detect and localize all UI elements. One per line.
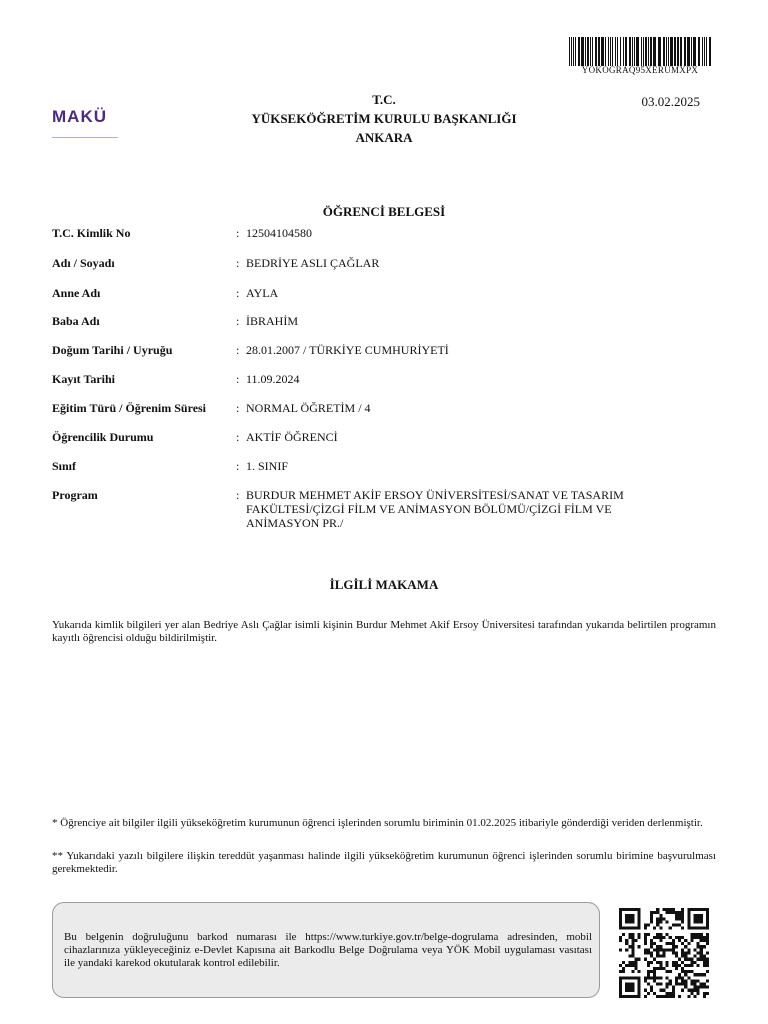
barcode-image [568, 37, 712, 67]
field-value: İBRAHİM [246, 314, 299, 328]
section-title: İLGİLİ MAKAMA [329, 577, 439, 592]
document-title: ÖĞRENCİ BELGESİ [322, 204, 446, 219]
field-value: 12504104580 [246, 226, 312, 240]
body-paragraph: Yukarıda kimlik bilgileri yer alan Bedriye Aslı Çağlar isimli kişinin Burdur Mehmet Akif Ersoy Üniversitesi tarafından yukarıda belirtilen programın kayıtlı öğrencisi olduğu bildirilmiştir. [52, 619, 716, 644]
header-line-tc: T.C. [372, 92, 396, 107]
barcode-number: YOKOGRAQ95XERUMXPX [581, 65, 699, 75]
field-value: 28.01.2007 / TÜRKİYE CUMHURİYETİ [246, 343, 449, 357]
field-colon: : [236, 372, 240, 386]
field-colon: : [236, 459, 240, 473]
field-colon: : [236, 256, 240, 270]
field-label: Doğum Tarihi / Uyruğu [52, 343, 173, 357]
field-value: NORMAL ÖĞRETİM / 4 [246, 401, 371, 415]
field-value: 1. SINIF [246, 459, 289, 473]
field-value: 11.09.2024 [246, 372, 300, 386]
university-logo [52, 108, 118, 144]
qr-code-image [619, 908, 709, 998]
verification-text: Bu belgenin doğruluğunu barkod numarası ile https://www.turkiye.gov.tr/belge-dogrulama adresinden, mobil cihazlarınıza yükleyeceğiniz e-Devlet Kapısına ait Barkodlu Belge Doğrulama veya YÖK Mobil uygulaması vasıtası ile yandaki karekod okutularak kontrol edilebilir. [64, 931, 592, 969]
field-colon: : [236, 343, 240, 357]
field-colon: : [236, 401, 240, 415]
field-label: Baba Adı [52, 314, 100, 328]
field-label: T.C. Kimlik No [52, 226, 131, 240]
field-label: Kayıt Tarihi [52, 372, 116, 386]
field-value: BEDRİYE ASLI ÇAĞLAR [246, 256, 380, 270]
footnote-1: * Öğrenciye ait bilgiler ilgili yükseköğretim kurumunun öğrenci işlerinden sorumlu biriminin 01.02.2025 itibariyle gönderdiği veriden derlenmiştir. [52, 817, 703, 829]
field-label: Öğrencilik Durumu [52, 430, 154, 444]
field-colon: : [236, 488, 240, 502]
header-line-institution: YÜKSEKÖĞRETİM KURULU BAŞKANLIĞI [251, 111, 517, 126]
field-label: Program [52, 488, 98, 502]
field-label: Anne Adı [52, 286, 101, 300]
field-value: AKTİF ÖĞRENCİ [246, 430, 338, 444]
field-value: AYLA [246, 286, 279, 300]
field-colon: : [236, 226, 240, 240]
field-colon: : [236, 314, 240, 328]
logo-text: MAKÜ [52, 107, 107, 126]
field-value: BURDUR MEHMET AKİF ERSOY ÜNİVERSİTESİ/SANAT VE TASARIM FAKÜLTESİ/ÇİZGİ FİLM VE ANİMASYON BÖLÜMÜ/ÇİZGİ FİLM VE ANİMASYON PR./ [246, 488, 624, 530]
field-label: Eğitim Türü / Öğrenim Süresi [52, 401, 207, 415]
field-label: Sınıf [52, 459, 77, 473]
field-label: Adı / Soyadı [52, 256, 115, 270]
footnote-2: ** Yukarıdaki yazılı bilgilere ilişkin tereddüt yaşanması halinde ilgili yükseköğretim kurumunun öğrenci işlerinden sorumlu birimine başvurulması gerekmektedir. [52, 850, 716, 875]
field-colon: : [236, 286, 240, 300]
field-colon: : [236, 430, 240, 444]
document-date: 03.02.2025 [641, 94, 700, 109]
logo-tagline-graphic [52, 136, 118, 139]
document-header [184, 90, 584, 147]
header-line-city: ANKARA [355, 130, 413, 145]
